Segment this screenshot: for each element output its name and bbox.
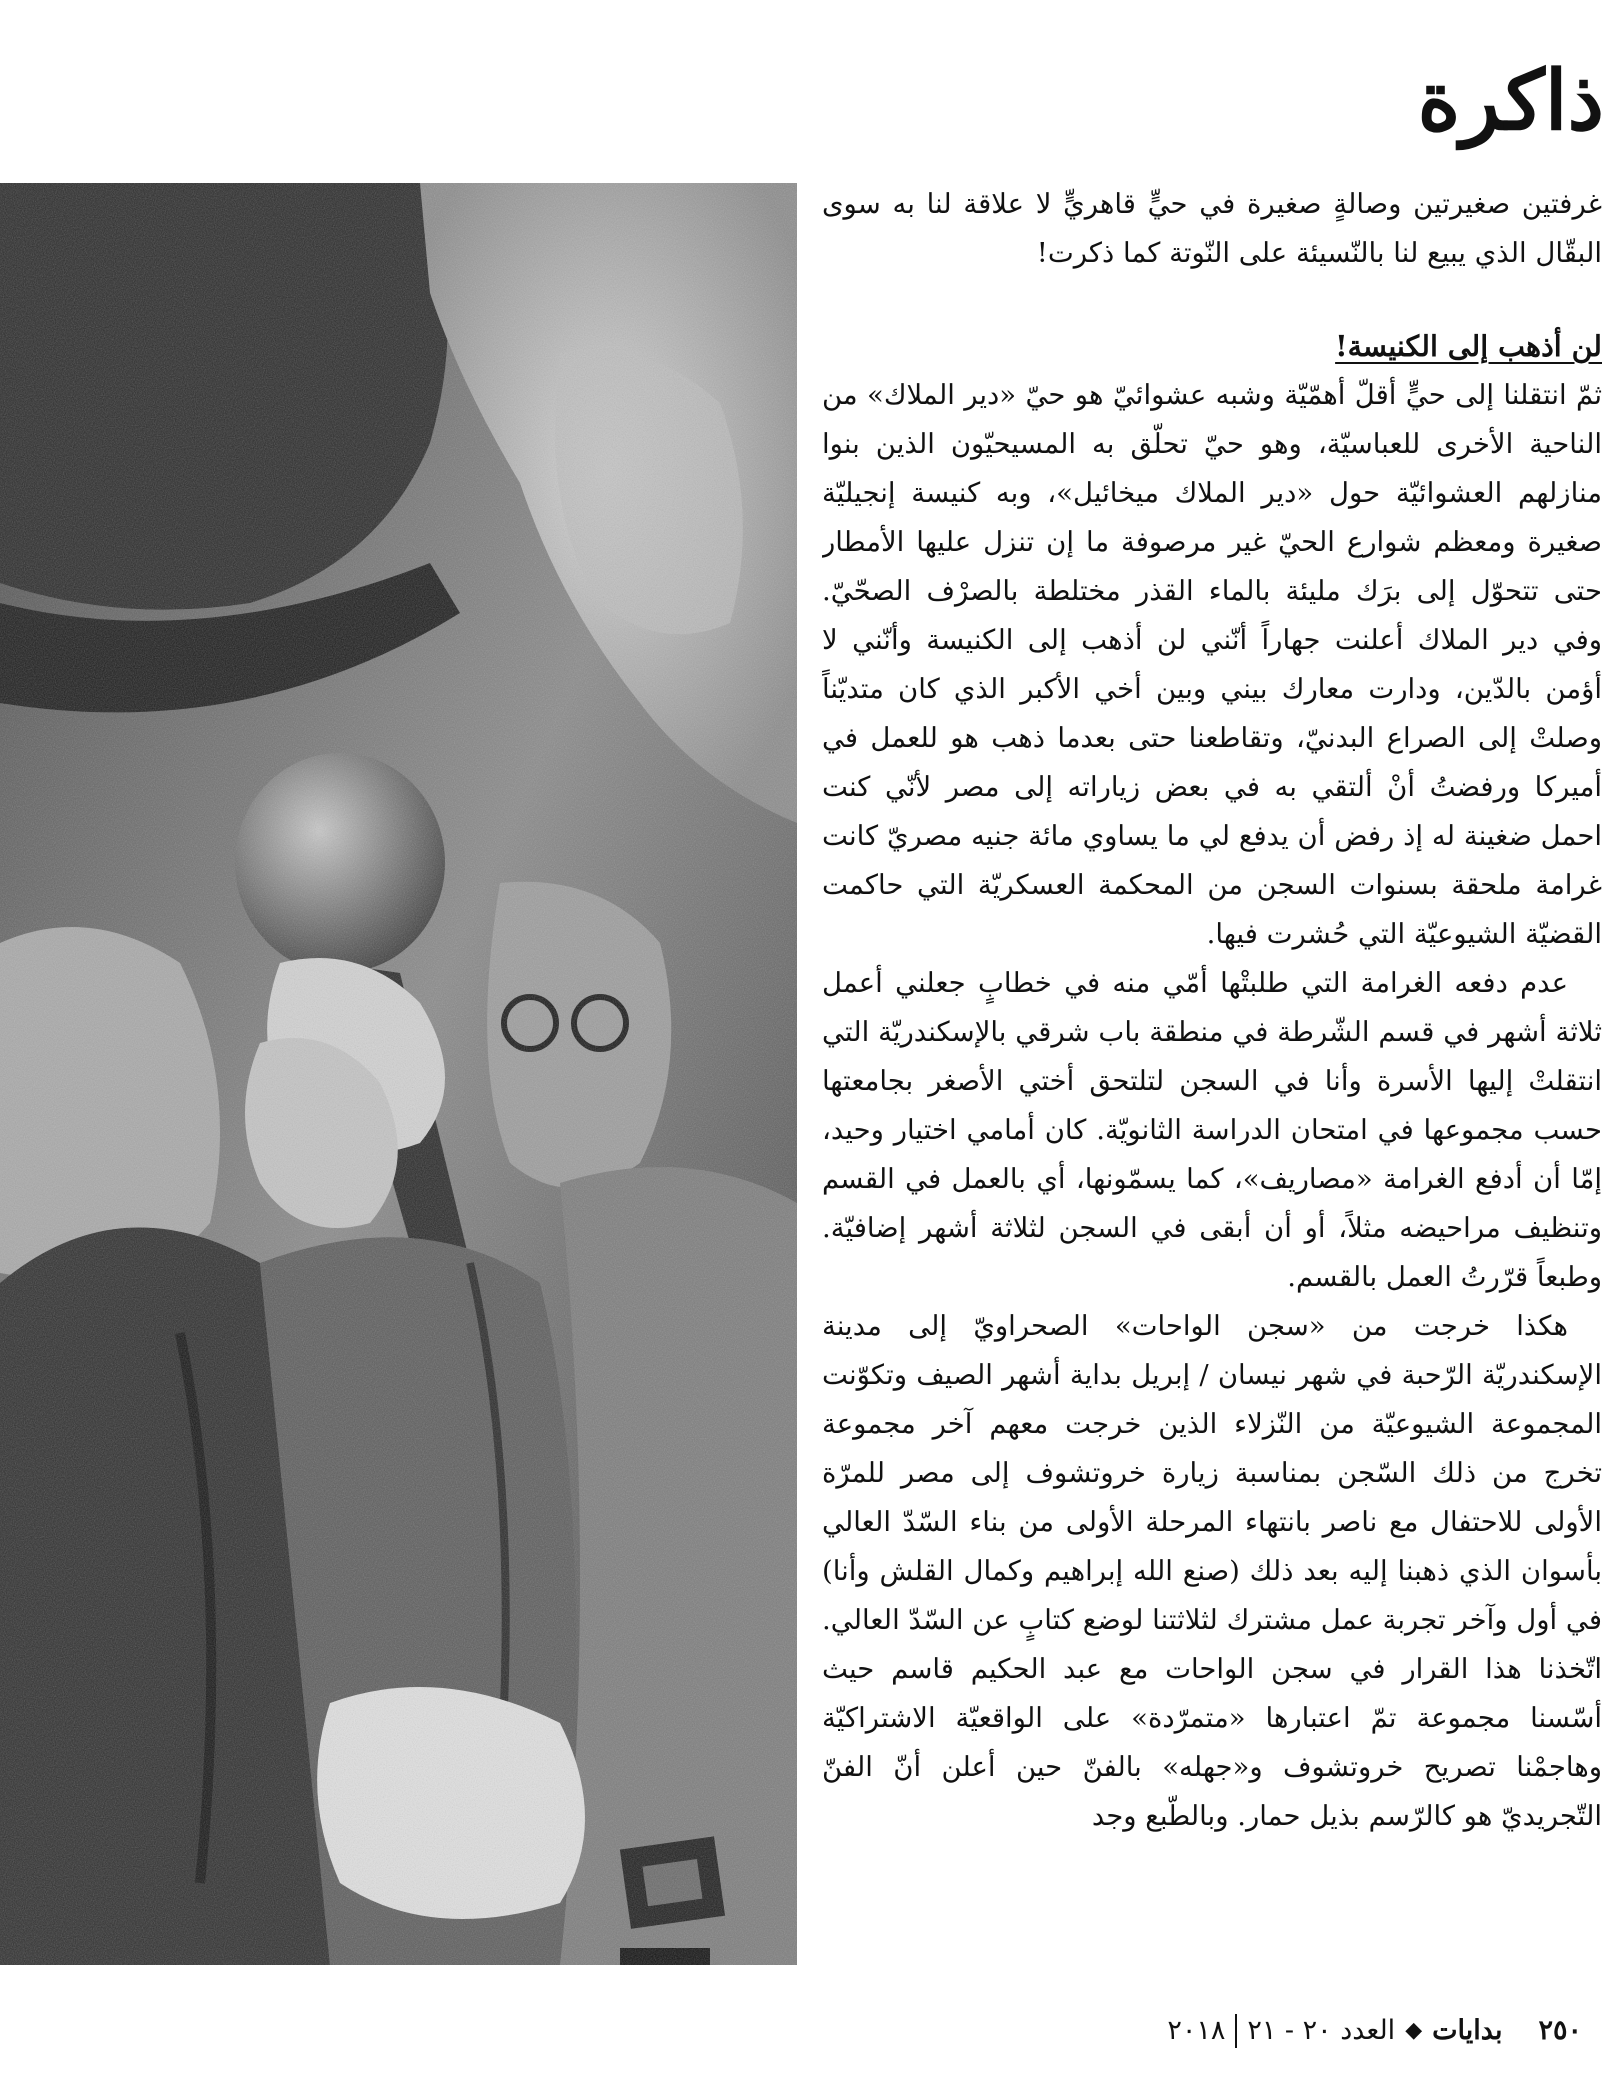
article-body: [822, 180, 1602, 1970]
page-footer: [1000, 2011, 1582, 2051]
diamond-icon: ◆: [1405, 2018, 1423, 2043]
section-title: ذاكرة: [1417, 53, 1604, 149]
article-paragraph: ثمّ انتقلنا إلى حيٍّ أقلّ أهمّيّة وشبه عشوائيّ هو حيّ «دير الملاك» من الناحية الأخرى للعباسيّة، وهو حيّ تحلّق به المسيحيّون الذين بنوا منازلهم العشوائيّة حول «دير الملاك ميخائيل»، وبه كنيسة إنجيليّة صغيرة ومعظم شوارع الحيّ غير مرصوفة ما إن تنزل عليها الأمطار حتى تتحوّل إلى برَك مليئة بالماء القذر مختلطة بالصرْف الصحّيّ. وفي دير الملاك أعلنت جهاراً أنّني لن أذهب إلى الكنيسة وأنّني لا أؤمن بالدّين، ودارت معارك بيني وبين أخي الأكبر الذي كان متديّناً وصلتْ إلى الصراع البدنيّ، وتقاطعنا حتى بعدما ذهب هو للعمل في أميركا ورفضتُ أنْ ألتقي به في بعض زياراته إلى مصر لأنّي كنت احمل ضغينة له إذ رفض أن يدفع لي ما يساوي مائة جنيه مصريّ كانت غرامة ملحقة بسنوات السجن من المحكمة العسكريّة التي حاكمت القضيّة الشيوعيّة التي حُشرت فيها.: [822, 379, 1602, 950]
footer-divider: [1235, 2014, 1237, 2048]
issue-year: ٢٠١٨: [1167, 2015, 1226, 2046]
article-paragraph: هكذا خرجت من «سجن الواحات» الصحراويّ إلى مدينة الإسكندريّة الرّحبة في شهر نيسان / إبريل بداية أشهر الصيف وتكوّنت المجموعة الشيوعيّة من النّزلاء الذين خرجت معهم آخر مجموعة تخرج من ذلك السّجن بمناسبة زيارة خروتشوف إلى مصر للمرّة الأولى للاحتفال مع ناصر بانتهاء المرحلة الأولى من بناء السّدّ العالي بأسوان الذي ذهبنا إليه بعد ذلك (صنع الله إبراهيم وكمال القلش وأنا) في أول وآخر تجربة عمل مشترك لثلاثتنا لوضع كتابٍ عن السّدّ العالي. اتّخذنا هذا القرار في سجن الواحات مع عبد الحكيم قاسم حيث أسّسنا مجموعة تمّ اعتبارها «متمرّدة» على الواقعيّة الاشتراكيّة وهاجمْنا تصريح خروتشوف و«جهله» بالفنّ حين أعلن أنّ الفنّ التّجريديّ هو كالرّسم بذيل حمار. وبالطّبع وجد: [822, 1310, 1602, 1832]
page-number: ٢٥٠: [1538, 2015, 1582, 2046]
article-heading: لن أذهب إلى الكنيسة!: [1335, 329, 1602, 363]
article-photo: [0, 183, 797, 1965]
article-paragraph: عدم دفعه الغرامة التي طلبتْها أمّي منه في خطابٍ جعلني أعمل ثلاثة أشهر في قسم الشّرطة في منطقة باب شرقي بالإسكندريّة التي انتقلتْ إليها الأسرة وأنا في السجن لتلتحق أختي الأصغر بجامعتها حسب مجموعها في امتحان الدراسة الثانويّة. كان أمامي اختيار وحيد، إمّا أن أدفع الغرامة «مصاريف»، كما يسمّونها، أي بالعمل في القسم وتنظيف مراحيضه مثلاً، أو أن أبقى في السجن لثلاثة أشهر إضافيّة. وطبعاً قرّرتُ العمل بالقسم.: [822, 967, 1602, 1293]
article-intro: غرفتين صغيرتين وصالةٍ صغيرة في حيٍّ قاهريٍّ لا علاقة لنا به سوى البقّال الذي يبيع لنا بالنّسيئة على النّوتة كما ذكرت!: [822, 188, 1602, 269]
issue-number: العدد ٢٠ - ٢١: [1247, 2015, 1396, 2046]
journal-name: بدايات: [1432, 2015, 1503, 2046]
photo-image: [0, 183, 797, 1965]
